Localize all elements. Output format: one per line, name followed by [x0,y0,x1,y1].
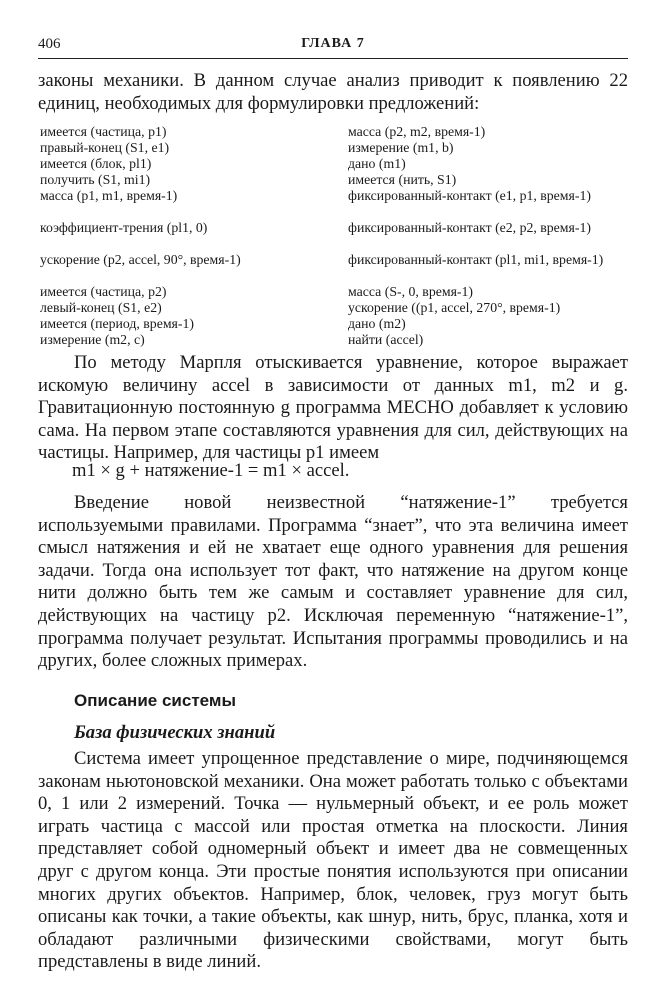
rule-item: измерение (m2, c) [40,332,145,347]
rule-item: левый-конец (S1, e2) [40,300,162,315]
running-head: ГЛАВА 7 [301,36,365,51]
rule-item: ускорение (p2, accel, 90°, время-1) [40,252,241,267]
section-title: Описание системы [74,691,236,710]
marple-paragraph: По методу Марпля отыскивается уравнение, которое выражает искомую величину accel в зависимости от данных m1, m2 и g. Гравитационную постоянную g программа МЕСНО добавляет к условию сама. На первом этапе составляются уравнения для сил, действующих на частицы. Например, для частицы p1 имеем [38,352,628,464]
rule-item: дано (m2) [348,316,406,331]
rule-item: правый-конец (S1, e1) [40,140,170,155]
rule-item: масса (S-, 0, время-1) [348,284,474,299]
rule-item: фиксированный-контакт (e1, p1, время-1) [348,188,591,203]
system-description-paragraph: Система имеет упрощенное представление о мире, подчиняющемся законам ньютоновской механики. Она может работать только с объектами 0, 1 или 2 измерений. Точка — нульмерный объект, и ее роль может играть частица с массой или простая отметка на плоскости. Линия представляет собой одномерный объект и имеет два не совмещенных друг с другом конца. Эти простые понятия используются при описании многих других объектов. Например, блок, человек, груз могут быть описаны как точки, а такие объекты, как шнур, нить, брус, планка, хотя и обладают различными физическими свойствами, могут быть представлены в виде линий. [38,748,628,973]
rule-item: дано (m1) [348,156,406,171]
rule-item: имеется (частица, p2) [40,284,167,299]
intro-paragraph: законы механики. В данном случае анализ приводит к появлению 22 единиц, необходимых для формулировки предложений: [38,70,628,114]
rule-item: фиксированный-контакт (e2, p2, время-1) [348,220,591,235]
rule-item: имеется (нить, S1) [348,172,457,187]
rule-item: ускорение ((p1, accel, 270°, время-1) [348,300,561,315]
rule-item: измерение (m1, b) [348,140,454,155]
rule-item: найти (accel) [348,332,424,347]
rule-item: имеется (блок, pl1) [40,156,152,171]
unknown-tension-paragraph: Введение новой неизвестной “натяжение-1” требуется используемыми правилами. Программа “знает”, что эта величина имеет смысл натяжения и ей не хватает еще одного уравнения для решения задачи. Тогда она использует тот факт, что натяжение на другом конце нити должно быть тем же самым и составляет уравнение для сил, действующих на частицу p2. Исключая переменную “натяжение-1”, программа получает результат. Испытания программы проводились и на других, более сложных примерах. [38,492,628,672]
rule-item: масса (p1, m1, время-1) [40,188,178,203]
rule-item: имеется (период, время-1) [40,316,194,331]
rule-item: коэффициент-трения (pl1, 0) [40,220,208,235]
page-number: 406 [38,36,61,52]
tension-equation: m1 × g + натяжение-1 = m1 × accel. [72,460,350,481]
page-header [38,36,628,59]
rule-item: масса (p2, m2, время-1) [348,124,486,139]
rule-item: получить (S1, mi1) [40,172,151,187]
rule-item: фиксированный-контакт (pl1, mi1, время-1) [348,252,604,267]
rules-listing [38,124,628,346]
rule-item: имеется (частица, p1) [40,124,167,139]
subsection-title: База физических знаний [74,722,276,743]
